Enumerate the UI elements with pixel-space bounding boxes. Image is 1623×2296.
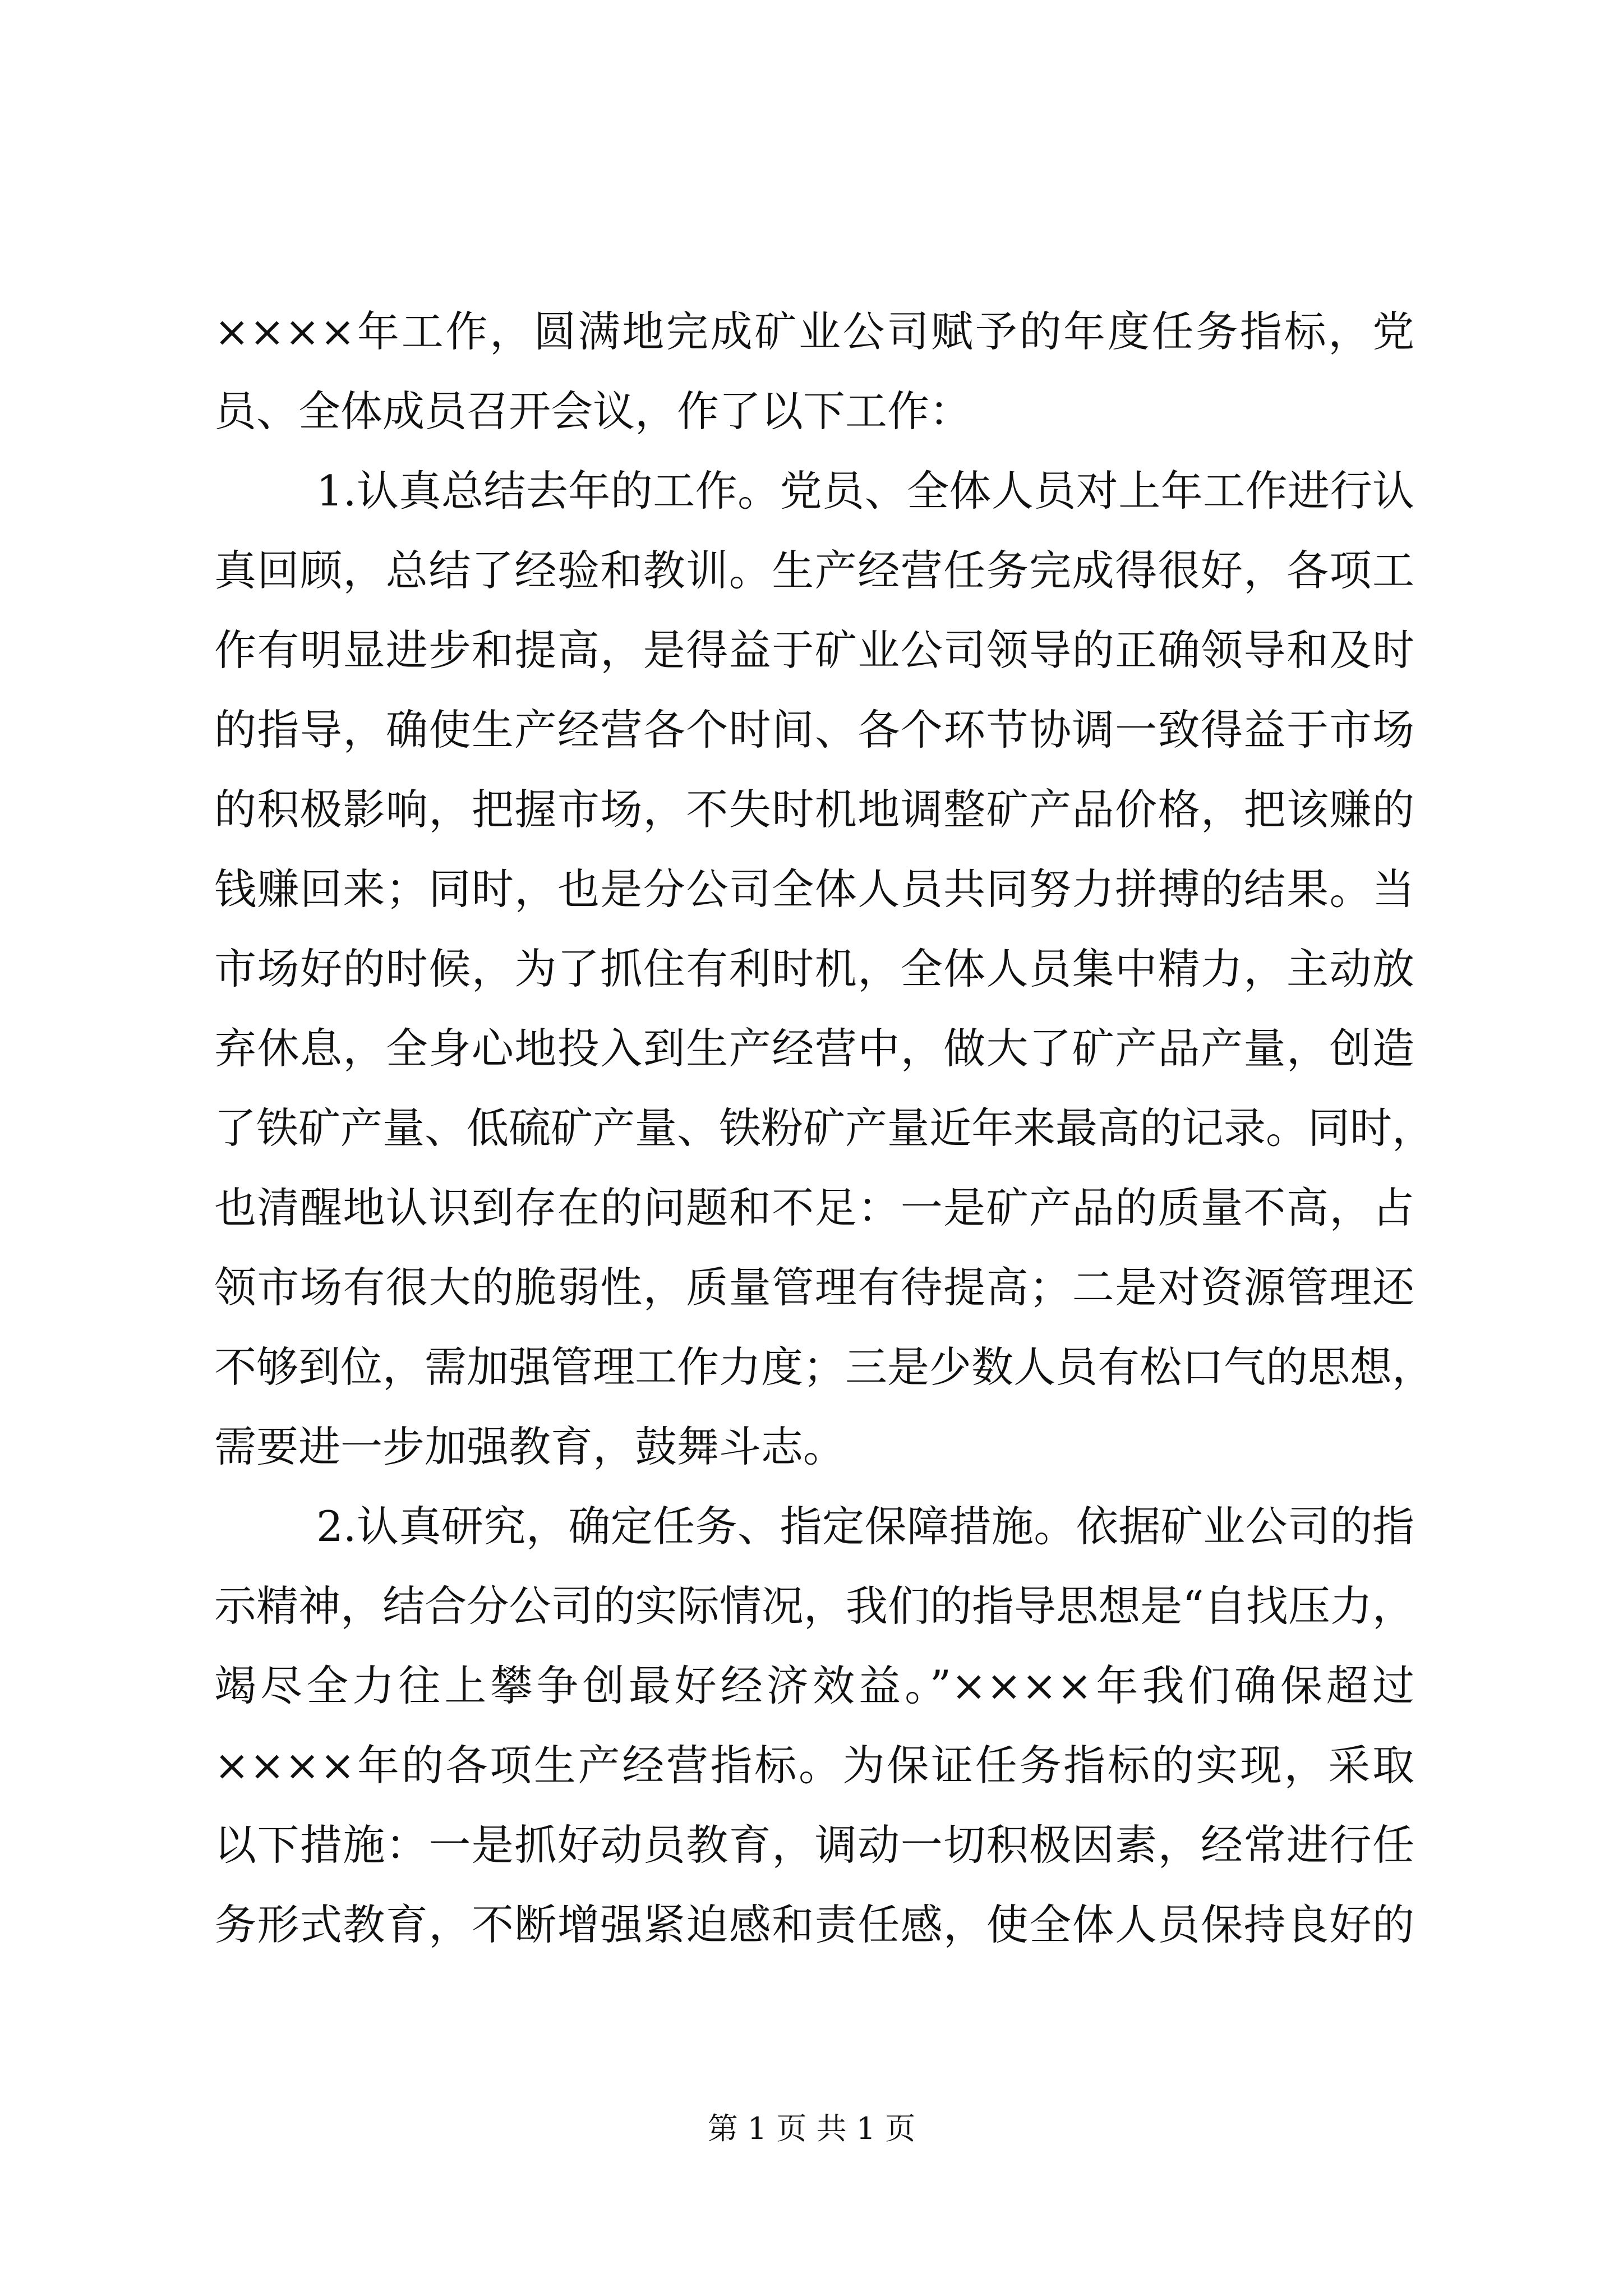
page-number: 第 1 页 共 1 页: [707, 2111, 916, 2146]
text-line: 不够到位，需加强管理工作力度；三是少数人员有松口气的思想，: [214, 1342, 1435, 1392]
text-line: ××××年工作，圆满地完成矿业公司赋予的年度任务指标，党: [214, 307, 1414, 356]
text-line: 务形式教育，不断增强紧迫感和责任感，使全体人员保持良好的: [214, 1900, 1414, 1949]
text-line: 钱赚回来；同时，也是分公司全体人员共同努力拼搏的结果。当: [214, 864, 1414, 914]
text-line: 2.认真研究，确定任务、指定保障措施。依据矿业公司的指: [316, 1502, 1414, 1551]
text-line: 市场好的时候，为了抓住有利时机，全体人员集中精力，主动放: [214, 944, 1414, 993]
page-footer: [0, 2109, 1623, 2148]
text-line: 的积极影响，把握市场，不失时机地调整矿产品价格，把该赚的: [214, 785, 1414, 834]
text-line: 的指导，确使生产经营各个时间、各个环节协调一致得益于市场: [214, 705, 1414, 754]
text-line: 领市场有很大的脆弱性，质量管理有待提高；二是对资源管理还: [214, 1263, 1414, 1312]
text-line: 作有明显进步和提高，是得益于矿业公司领导的正确领导和及时: [214, 625, 1414, 675]
text-line: 员、全体成员召开会议，作了以下工作：: [214, 386, 972, 436]
text-line: 1.认真总结去年的工作。党员、全体人员对上年工作进行认: [316, 466, 1414, 516]
text-line: 也清醒地认识到存在的问题和不足：一是矿产品的质量不高，占: [214, 1183, 1414, 1232]
text-line: 了铁矿产量、低硫矿产量、铁粉矿产量近年来最高的记录。同时，: [214, 1103, 1435, 1153]
text-line: 需要进一步加强教育，鼓舞斗志。: [214, 1422, 846, 1471]
document-body: [214, 292, 1435, 1964]
text-line: 示精神，结合分公司的实际情况，我们的指导思想是“自找压力，: [214, 1581, 1414, 1631]
text-line: 以下措施：一是抓好动员教育，调动一切积极因素，经常进行任: [214, 1820, 1414, 1870]
text-line: 弃休息，全身心地投入到生产经营中，做大了矿产品产量，创造: [214, 1024, 1414, 1073]
text-line: 竭尽全力往上攀争创最好经济效益。”××××年我们确保超过: [214, 1661, 1414, 1710]
text-line: 真回顾，总结了经验和教训。生产经营任务完成得很好，各项工: [214, 546, 1414, 595]
text-line: ××××年的各项生产经营指标。为保证任务指标的实现，采取: [214, 1741, 1414, 1790]
